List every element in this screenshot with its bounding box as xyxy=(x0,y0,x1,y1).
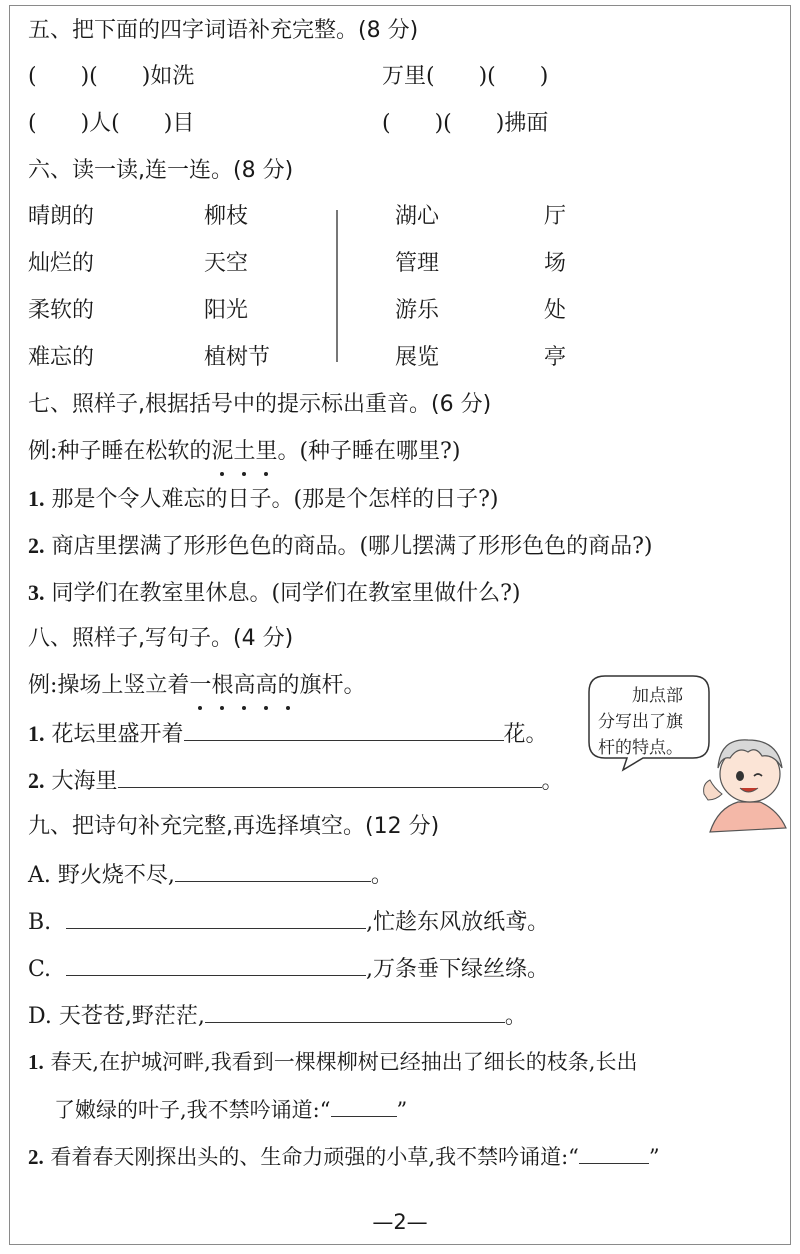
match-suffix: 处 xyxy=(544,298,567,323)
sec8-question-2 xyxy=(28,765,564,797)
match-mid-word: 植树节 xyxy=(204,345,271,370)
poem-text: ,万条垂下绿丝绦。 xyxy=(366,957,550,982)
answer-blank[interactable] xyxy=(66,953,366,976)
column-divider xyxy=(336,210,338,362)
match-mid-word: 柳枝 xyxy=(204,204,249,229)
example-text: 例:种子睡在松软的 xyxy=(28,439,212,464)
poem-line-b xyxy=(28,906,549,938)
dotted-char: 高 xyxy=(255,671,277,701)
match-left-word: 难忘的 xyxy=(28,345,95,370)
question-number: 3. xyxy=(28,580,45,605)
question-number: 1. xyxy=(28,721,45,746)
section6-title: 六、读一读,连一连。(8 分) xyxy=(28,158,294,183)
poem-text: 野火烧不尽, xyxy=(57,863,175,888)
section8-title: 八、照样子,写句子。(4 分) xyxy=(28,626,294,651)
sec7-question xyxy=(28,531,652,562)
question-text: 同学们在教室里休息。(同学们在教室里做什么?) xyxy=(51,581,521,606)
poem-line-a xyxy=(28,859,393,891)
match-mid-word: 阳光 xyxy=(204,298,249,323)
poem-line-d xyxy=(28,1000,527,1032)
option-label: B. xyxy=(28,910,52,935)
question-number: 1. xyxy=(28,1050,44,1074)
match-suffix: 厅 xyxy=(544,204,567,229)
match-suffix: 亭 xyxy=(544,345,567,370)
match-right-word: 游乐 xyxy=(395,298,440,323)
match-left-word: 晴朗的 xyxy=(28,204,95,229)
dotted-char: 泥 xyxy=(211,437,233,467)
answer-blank[interactable] xyxy=(175,859,371,882)
poem-text: ,忙趁东风放纸鸢。 xyxy=(366,910,550,935)
answer-blank[interactable] xyxy=(184,718,504,741)
answer-blank[interactable] xyxy=(66,906,366,929)
sec5-item-2: 万里( )( ) xyxy=(382,64,549,89)
question-number: 1. xyxy=(28,486,45,511)
cartoon-boy-icon xyxy=(700,728,790,836)
option-label: A. xyxy=(28,863,51,888)
question-text: 花。 xyxy=(503,722,548,747)
example-text: 例:操场上竖立着 xyxy=(28,673,190,698)
poem-text: 天苍苍,野茫茫, xyxy=(58,1004,205,1029)
example-text: 旗杆。 xyxy=(299,673,366,698)
answer-blank[interactable] xyxy=(331,1094,397,1117)
question-text: 商店里摆满了形形色色的商品。(哪儿摆满了形形色色的商品?) xyxy=(51,534,653,559)
question-text: 。 xyxy=(541,769,564,794)
sec7-example xyxy=(28,437,460,467)
sec5-item-1: ( )( )如洗 xyxy=(28,64,195,89)
dotted-char: 高 xyxy=(233,671,255,701)
answer-blank[interactable] xyxy=(205,1000,505,1023)
match-mid-word: 天空 xyxy=(204,251,249,276)
question-number: 2. xyxy=(28,1145,44,1169)
dotted-char: 的 xyxy=(277,671,299,701)
section5-title: 五、把下面的四字词语补充完整。(8 分) xyxy=(28,18,419,43)
match-right-word: 展览 xyxy=(395,345,440,370)
option-label: C. xyxy=(28,957,52,982)
sec8-example xyxy=(28,671,366,701)
answer-blank[interactable] xyxy=(579,1141,649,1164)
match-suffix: 场 xyxy=(544,251,567,276)
sec5-item-3: ( )人( )目 xyxy=(28,111,195,136)
sec9-question-1-cont xyxy=(54,1094,407,1125)
bubble-text-line: 分写出了旗 xyxy=(598,712,683,732)
dotted-char: 根 xyxy=(211,671,233,701)
sec9-question-1 xyxy=(28,1047,637,1077)
example-text: 。(种子睡在哪里?) xyxy=(277,439,461,464)
question-text: ” xyxy=(648,1145,660,1169)
poem-text: 。 xyxy=(370,863,393,888)
sec5-item-4: ( )( )拂面 xyxy=(382,111,549,136)
match-left-word: 灿烂的 xyxy=(28,251,95,276)
sec9-question-2 xyxy=(28,1141,660,1172)
section7-title: 七、照样子,根据括号中的提示标出重音。(6 分) xyxy=(28,392,492,417)
dotted-char: 里 xyxy=(255,437,277,467)
match-right-word: 湖心 xyxy=(395,204,440,229)
question-text: 了嫩绿的叶子,我不禁吟诵道:“ xyxy=(54,1098,331,1122)
question-text: 春天,在护城河畔,我看到一棵棵柳树已经抽出了细长的枝条,长出 xyxy=(50,1050,638,1074)
question-text: ” xyxy=(396,1098,408,1122)
answer-blank[interactable] xyxy=(118,765,542,788)
sec8-question-1 xyxy=(28,718,548,750)
poem-line-c xyxy=(28,953,549,985)
bubble-text-line: 杆的特点。 xyxy=(598,738,683,758)
poem-text: 。 xyxy=(504,1004,527,1029)
question-number: 2. xyxy=(28,768,45,793)
option-label: D. xyxy=(28,1004,52,1029)
question-text: 大海里 xyxy=(51,769,118,794)
question-text: 花坛里盛开着 xyxy=(51,722,184,747)
dotted-char: 一 xyxy=(189,671,211,701)
dotted-char: 土 xyxy=(233,437,255,467)
section9-title: 九、把诗句补充完整,再选择填空。(12 分) xyxy=(28,814,440,839)
question-text: 看着春天刚探出头的、生命力顽强的小草,我不禁吟诵道:“ xyxy=(50,1145,579,1169)
match-right-word: 管理 xyxy=(395,251,440,276)
match-left-word: 柔软的 xyxy=(28,298,95,323)
sec7-question xyxy=(28,484,498,515)
page-number: —2— xyxy=(372,1210,428,1234)
question-number: 2. xyxy=(28,533,45,558)
bubble-text-line: 加点部 xyxy=(632,686,683,706)
sec7-question xyxy=(28,578,520,609)
question-text: 那是个令人难忘的日子。(那是个怎样的日子?) xyxy=(51,487,499,512)
